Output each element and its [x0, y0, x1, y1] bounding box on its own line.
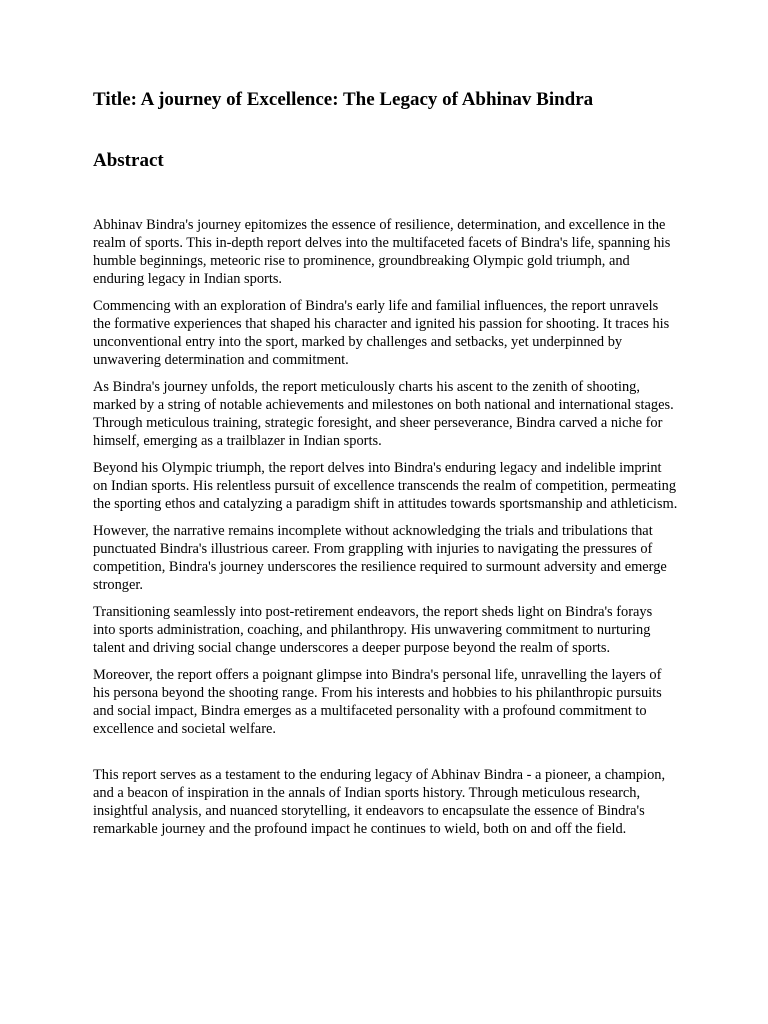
paragraph: As Bindra's journey unfolds, the report meticulously charts his ascent to the zenith of shooting, marked by a string of notable achievements and milestones on both national and international stages. Through meticulous training, strategic foresight, and sheer perseverance, Bindra carved a niche for himself, emerging as a trailblazer in Indian sports.	[93, 379, 674, 449]
closing-paragraph: This report serves as a testament to the enduring legacy of Abhinav Bindra - a pioneer, a champion, and a beacon of inspiration in the annals of Indian sports history. Through meticulous research, insightful analysis, and nuanced storytelling, it endeavors to encapsulate the essence of Bindra's remarkable journey and the profound impact he continues to wield, both on and off the field.	[93, 767, 666, 837]
paragraph: Transitioning seamlessly into post-retirement endeavors, the report sheds light on Bindra's forays into sports administration, coaching, and philanthropy. His unwavering commitment to nurturing talent and driving social change underscores a deeper purpose beyond the realm of sports.	[93, 604, 653, 656]
document-title: Title: A journey of Excellence: The Legacy of Abhinav Bindra	[93, 89, 594, 110]
paragraph: Abhinav Bindra's journey epitomizes the essence of resilience, determination, and excellence in the realm of sports. This in-depth report delves into the multifaceted facets of Bindra's life, spanning his humble beginnings, meteoric rise to prominence, groundbreaking Olympic gold triumph, and enduring legacy in Indian sports.	[93, 217, 671, 287]
abstract-heading: Abstract	[93, 150, 164, 171]
paragraph: Moreover, the report offers a poignant glimpse into Bindra's personal life, unravelling the layers of his persona beyond the shooting range. From his interests and hobbies to his philanthropic pursuits and social impact, Bindra emerges as a multifaceted personality with a profound commitment to excellence and societal welfare.	[93, 667, 662, 737]
paragraph: Beyond his Olympic triumph, the report delves into Bindra's enduring legacy and indelible imprint on Indian sports. His relentless pursuit of excellence transcends the realm of competition, permeating the sporting ethos and catalyzing a paradigm shift in attitudes towards sportsmanship and athleticism.	[93, 460, 678, 512]
abstract-body	[93, 216, 678, 847]
paragraph: However, the narrative remains incomplete without acknowledging the trials and tribulations that punctuated Bindra's illustrious career. From grappling with injuries to navigating the pressures of competition, Bindra's journey underscores the resilience required to surmount adversity and emerge stronger.	[93, 523, 667, 593]
paragraph: Commencing with an exploration of Bindra's early life and familial influences, the report unravels the formative experiences that shaped his character and ignited his passion for shooting. It traces his unconventional entry into the sport, marked by challenges and setbacks, yet underpinned by unwavering determination and commitment.	[93, 298, 670, 368]
